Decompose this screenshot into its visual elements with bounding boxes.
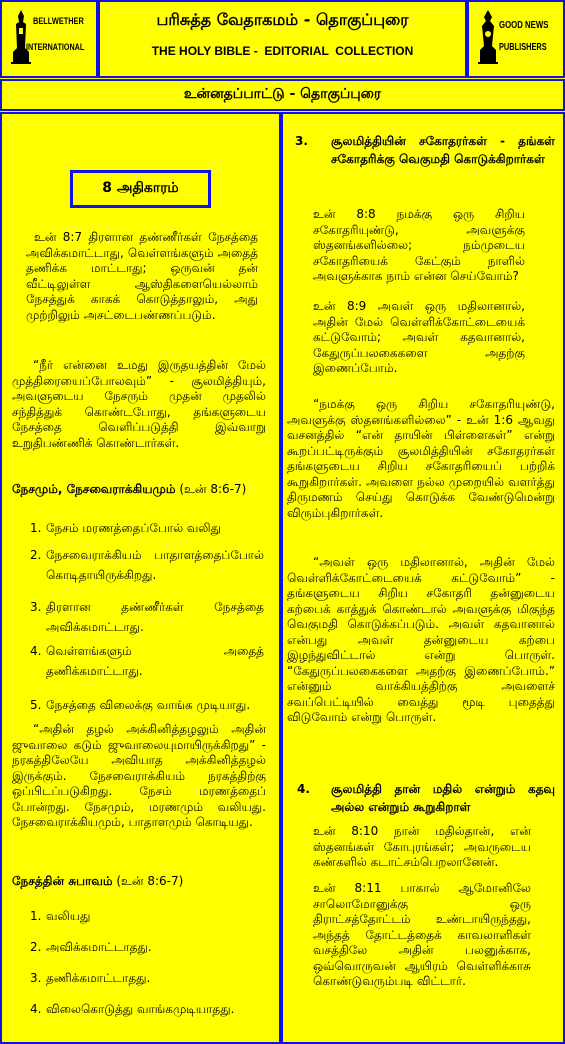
list-item-text: நேசம் மரணத்தைப்போல் வலிது [46, 521, 221, 535]
logo-line-2: PUBLISHERS [499, 42, 547, 53]
section-reference: (உன் 8:6-7) [179, 482, 247, 496]
paragraph: “அதின் தழல் அக்கினித்தழலும் அதின் ஜுவாலை கடும் ஜுவாலையுமாயிருக்கிறது” - நரகத்திலேயே அவியாத அக்கினித்தழல் இருக்கும். நேசவைராக்கியம் நரகத்திற்கு ஒப்பிடப்படுகிறது. நேசம் மரணத்தைப் போன்றது. நேசமும், மரணமும் வலியது. நேசவைராக்கியமும், பாதாளமும் கொடியது. [12, 722, 266, 829]
bellwether-logo-icon [10, 8, 32, 66]
section-reference: (உன் 8:6-7) [116, 874, 184, 888]
list-number: 4. [30, 1002, 42, 1016]
list-number: 2. [30, 548, 42, 562]
header-title-tamil: பரிசுத்த வேதாகமம் - தொகுப்புரை [156, 10, 409, 29]
list-item-text: தணிக்கமாட்டாதது. [46, 971, 151, 985]
logo-line-1: BELLWETHER [33, 16, 84, 26]
list-item [30, 597, 264, 637]
section-heading [12, 480, 274, 498]
publisher-logo-right [467, 0, 565, 78]
list-item-text: வலியது [46, 909, 91, 923]
list-item [30, 641, 264, 681]
list-item [30, 906, 264, 926]
section-heading-text: சூலமித்தியின் சகோதரர்கள் - தங்கள் சகோதரிக்கு வெகுமதி கொடுக்கிறார்கள் [331, 134, 555, 166]
chapter-label: 8 அதிகாரம் [70, 170, 211, 208]
list-item-text: திரளான தண்ணீர்கள் நேசத்தை அவிக்கமாட்டாது. [46, 600, 264, 634]
section-heading [297, 780, 559, 820]
list-number: 3. [30, 971, 42, 985]
paragraph: உன் 8:7 திரளான தண்ணீர்கள் நேசத்தை அவிக்கமாட்டாது, வெள்ளங்களும் அதைத் தணிக்க மாட்டாது; ஒருவன் தன் வீட்டிலுள்ள ஆஸ்திகளையெல்லாம் நேசத்துக் காகக் கொடுத்தாலும், அது முற்றிலும் அசட்டைபண்ணப்படும். [26, 230, 258, 322]
section-number: 4. [297, 782, 310, 796]
section-heading [12, 872, 274, 890]
list-number: 3. [30, 600, 42, 614]
list-item [30, 937, 264, 957]
paragraph: “நமக்கு ஒரு சிறிய சகோதரியுண்டு, அவளுக்கு ஸ்தனங்களில்லை” - உன் 1:6 ஆவது வசனத்தில் “என் தாயின் பிள்ளைகள்” என்று கூறப்பட்டிருக்கும் சூலமித்தியின் சகோதரர்கள் தங்களுடைய சிறிய சகோதரியைப் பற்றிக் கூறுகிறார்கள். அவளை நல்ல முறையில் வளர்த்து திருமணம் செய்து கொடுக்க வேண்டுமென்று விரும்புகிறார்கள். [287, 397, 555, 520]
list-item [30, 999, 264, 1019]
paragraph: உன் 8:11 பாகால் ஆமோனிலே சாலொமோனுக்கு ஒரு திராட்சத்தோட்டம் உண்டாயிருந்தது, அந்தத் தோட்டத்தைக் காவலாளிகள் வசத்திலே அதின் பலனுக்காக, ஒவ்வொருவன் ஆயிரம் வெள்ளிக்காசு கொண்டுவரும்படி விட்டார். [313, 881, 531, 988]
publisher-logo-left [0, 0, 98, 78]
list-number: 1. [30, 909, 42, 923]
right-column [281, 112, 565, 1044]
book-title: உன்னதப்பாட்டு - தொகுப்புரை [0, 79, 565, 111]
good-news-logo-icon [477, 8, 499, 66]
paragraph: உன் 8:8 நமக்கு ஒரு சிறிய சகோதரியுண்டு, அவளுக்கு ஸ்தனங்களில்லை; நம்முடைய சகோதரியைக் கேட்கும் நாளில் அவளுக்காக நாம் என்ன செய்வோம்? [313, 207, 525, 283]
section-heading-text: நேசமும், நேசவைராக்கியமும் [12, 482, 176, 496]
list-item-text: விலைகொடுத்து வாங்கமுடியாதது. [46, 1002, 235, 1016]
paragraph: “அவள் ஒரு மதிலானால், அதின் மேல் வெள்ளிக்கோட்டையைக் கட்டுவோம்” - தங்களுடைய சிறிய சகோதரி தன்னுடைய கற்பைக் காத்துக் கொண்டால் அவளுக்கு மிகுந்த வெகுமதி கொடுக்கப்படும். அவள் கதவானால் என்பது அவள் தன்னுடைய கற்பை இழந்துவிட்டால் என்று பொருள். “கேதுருப்பலகைகளை அதற்கு இணைப்போம்.” என்னும் வாக்கியத்திற்கு அவளைச் சவப்பெட்டியில் வைத்து மூடி புதைத்து விடுவோம் என்று பொருள். [287, 555, 555, 724]
list-item [30, 695, 264, 715]
list-item [30, 968, 264, 988]
section-heading-text: நேசத்தின் சுபாவம் [12, 874, 113, 888]
section-heading-text: சூலமித்தி தான் மதில் என்றும் கதவு அல்ல என்றும் கூறுகிறாள் [331, 782, 555, 814]
left-column [0, 112, 281, 1044]
list-number: 5. [30, 698, 42, 712]
list-item [30, 518, 264, 538]
section-heading [295, 132, 557, 192]
list-item-text: நேசவைராக்கியம் பாதாளத்தைப்போல் கொடிதாயிருக்கிறது. [46, 548, 264, 582]
logo-line-1: GOOD NEWS [499, 20, 549, 31]
list-number: 4. [30, 644, 42, 658]
paragraph: “நீர் என்னை உமது இருதயத்தின் மேல் முத்திரையைப்போலவும்” - சூலமித்தியும், அவளுடைய நேசரும் முதன் முதலில் சந்தித்துக் கொண்டபோது, தங்களுடைய நேசத்தை வெளிப்படுத்தி இவ்வாறு உறுதிபண்ணிக் கொண்டார்கள். [12, 358, 266, 450]
section-number: 3. [295, 134, 308, 148]
list-item-text: அவிக்கமாட்டாதது. [46, 940, 152, 954]
header-title-box [98, 0, 467, 78]
list-item-text: வெள்ளங்களும் அதைத் தணிக்கமாட்டாது. [46, 644, 264, 678]
list-number: 1. [30, 521, 42, 535]
header-title-english: THE HOLY BIBLE - EDITORIAL COLLECTION [151, 44, 414, 58]
paragraph: உன் 8:10 நான் மதில்தான், என் ஸ்தனங்கள் கோபுரங்கள்; அவருடைய கண்களில் கடாட்சம்பெறலானேன். [313, 824, 531, 869]
list-item [30, 545, 264, 585]
list-item-text: நேசத்தை விலைக்கு வாங்க முடியாது. [46, 698, 251, 712]
logo-line-2: INTERNATIONAL [26, 42, 85, 52]
list-number: 2. [30, 940, 42, 954]
paragraph: உன் 8:9 அவள் ஒரு மதிலானால், அதின் மேல் வெள்ளிக்கோட்டையைக் கட்டுவோம்; அவள் கதவானால், கேதுருப்பலகைகளை அதற்கு இணைப்போம். [313, 299, 525, 375]
